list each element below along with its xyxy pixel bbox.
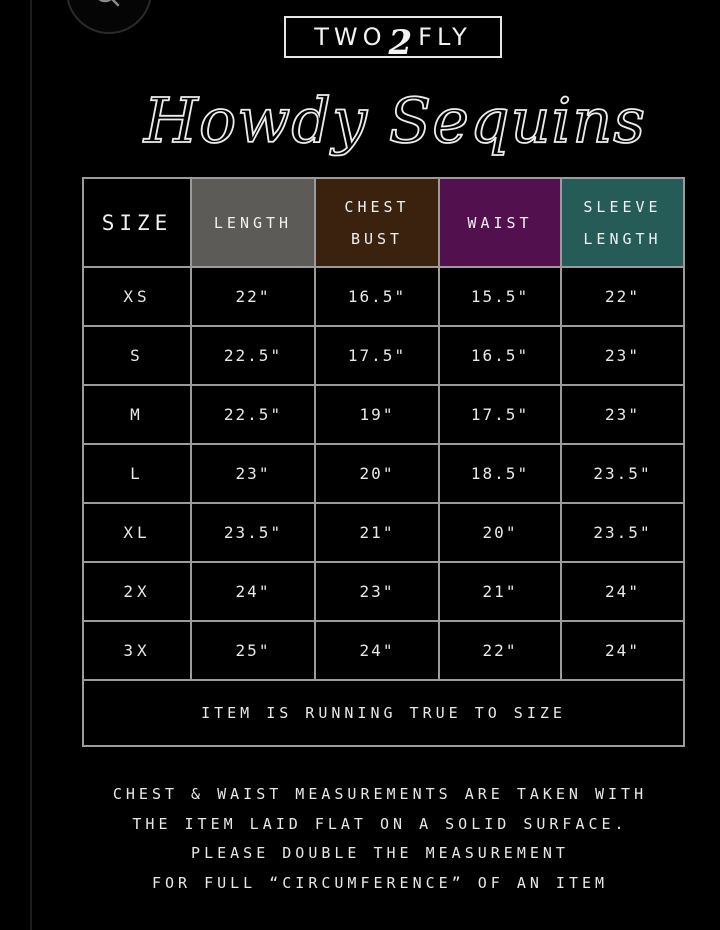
chest-cell: 16.5" [315,267,439,326]
length-cell: 25" [191,621,315,680]
disclaimer-line: PLEASE DOUBLE THE MEASUREMENT [191,844,569,862]
header-waist-label: WAIST [467,213,533,232]
header-chest-bust [315,178,439,267]
size-cell: XS [83,267,191,326]
logo-text-left: TWO [314,23,387,51]
length-cell: 22.5" [191,385,315,444]
table-row [83,562,684,621]
header-length-label: LENGTH [213,213,293,232]
size-cell: S [83,326,191,385]
header-size: SIZE [83,178,191,267]
sleeve-cell: 23" [561,326,684,385]
table-note-row [83,680,684,746]
sleeve-cell: 23.5" [561,444,684,503]
header-chest-label: CHEST [344,197,410,216]
chest-cell: 24" [315,621,439,680]
table-header-row [83,178,684,267]
header-bust-label: BUST [350,229,404,248]
chest-cell: 17.5" [315,326,439,385]
disclaimer-line: CHEST & WAIST MEASUREMENTS ARE TAKEN WITH [112,785,648,803]
table-row [83,621,684,680]
table-row [83,267,684,326]
waist-cell: 21" [439,562,561,621]
fit-note: ITEM IS RUNNING TRUE TO SIZE [83,680,684,746]
waist-cell: 18.5" [439,444,561,503]
length-cell: 22" [191,267,315,326]
waist-cell: 22" [439,621,561,680]
size-cell: 2X [83,562,191,621]
header-sleeve-length [561,178,684,267]
size-cell: M [83,385,191,444]
disclaimer-line: FOR FULL “CIRCUMFERENCE” OF AN ITEM [151,873,609,892]
table-row [83,385,684,444]
length-cell: 22.5" [191,326,315,385]
length-cell: 23" [191,444,315,503]
header-sleeve-label: SLEEVE [583,197,662,216]
brand-logo [284,16,502,63]
search-button[interactable] [66,0,152,34]
waist-cell: 20" [439,503,561,562]
search-icon [94,0,124,26]
chest-cell: 20" [315,444,439,503]
chest-cell: 21" [315,503,439,562]
length-cell: 24" [191,562,315,621]
chest-cell: 19" [315,385,439,444]
sleeve-cell: 24" [561,621,684,680]
waist-cell: 17.5" [439,385,561,444]
left-edge-divider [30,0,32,930]
logo-digit: 2 [388,23,413,63]
header-sleeve-length-label: LENGTH [583,229,662,248]
size-cell: XL [83,503,191,562]
disclaimer-line: THE ITEM LAID FLAT ON A SOLID SURFACE. [132,814,628,833]
waist-cell: 16.5" [439,326,561,385]
size-cell: L [83,444,191,503]
size-cell: 3X [83,621,191,680]
sleeve-cell: 24" [561,562,684,621]
measurement-disclaimer [60,780,700,898]
waist-cell: 15.5" [439,267,561,326]
header-length [191,178,315,267]
logo-text-right: FLY [418,23,472,51]
sleeve-cell: 23" [561,385,684,444]
page-title-container [140,70,650,170]
table-row [83,503,684,562]
chest-cell: 23" [315,562,439,621]
length-cell: 23.5" [191,503,315,562]
header-waist [439,178,561,267]
sleeve-cell: 23.5" [561,503,684,562]
table-row [83,326,684,385]
size-chart-table [82,177,685,747]
sleeve-cell: 22" [561,267,684,326]
table-row [83,444,684,503]
page-title: Howdy Sequins [143,83,647,157]
